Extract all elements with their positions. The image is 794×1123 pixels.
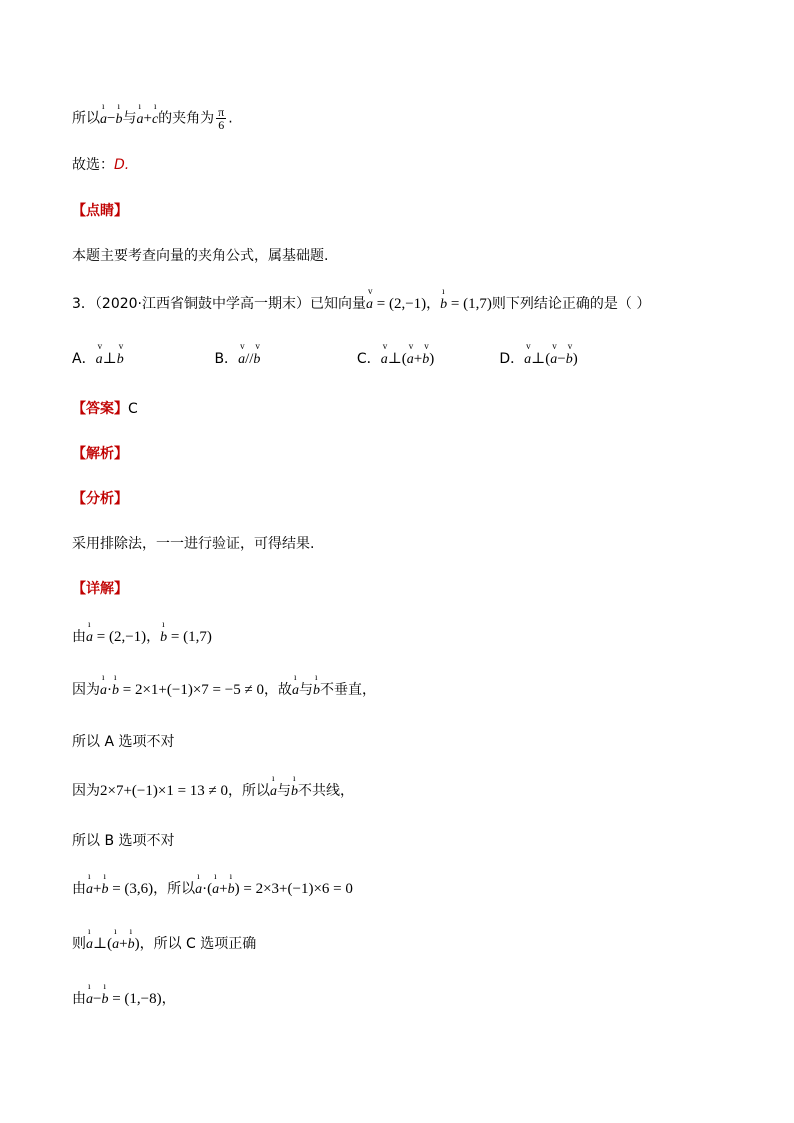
option-a[interactable]: A． v a⊥ v b [72,341,124,367]
detail-dot-product: 因为 ı a· ı b = 2×1+(−1)×7 = −5 ≠ 0，故 ı a与 ı b不垂直， [72,672,376,698]
section-xiangjie: 【详解】 [72,581,128,597]
option-b[interactable]: B． v a// v b [214,341,261,367]
detail-given: 由 ı a = (2,−1)， ı b = (1,7) [72,619,212,645]
detail-option-b: 所以 B 选项不对 [72,833,175,849]
analysis-text: 采用排除法，一一进行验证，可得结果. [72,536,315,552]
detail-collinear: 因为2×7+(−1)×1 = 13 ≠ 0，所以 ı a与 ı b不共线， [72,773,355,799]
option-c[interactable]: C． v a⊥( v a+ v b) [356,341,435,367]
conclusion-angle-line: 所以 ı a− ı b与 ı a+ ı c的夹角为 $\frac{\pi}{6}$ . [72,100,233,132]
section-jiexi: 【解析】 [72,446,128,462]
section-dianjing: 【点睛】 [72,203,128,219]
pi-over-six-fraction: $\frac{\pi}{6}$ [218,105,225,132]
option-d[interactable]: D． v a⊥( v a− v b) [499,341,578,367]
detail-sum: 由 ı a+ ı b = (3,6)，所以 ı a·( ı a+ ı b) = 2×3+(−1)×6 = 0 [72,871,353,897]
comment-text: 本题主要考查向量的夹角公式，属基础题. [72,248,329,264]
answer-line: 【答案】C [72,401,138,417]
answer-choice-line: 故选：D. [72,157,130,173]
detail-option-c: 则 ı a⊥( ı a+ ı b)，所以 C 选项正确 [72,926,257,952]
question-3-stem: 3．（2020·江西省铜鼓中学高一期末）已知向量 v a = (2,−1)， ı b = (1,7)则下列结论正确的是（ ） [72,286,651,312]
detail-option-a: 所以 A 选项不对 [72,734,175,750]
question-3-options [72,341,637,370]
section-fenxi: 【分析】 [72,491,128,507]
detail-difference: 由 ı a− ı b = (1,−8)， [72,981,176,1007]
